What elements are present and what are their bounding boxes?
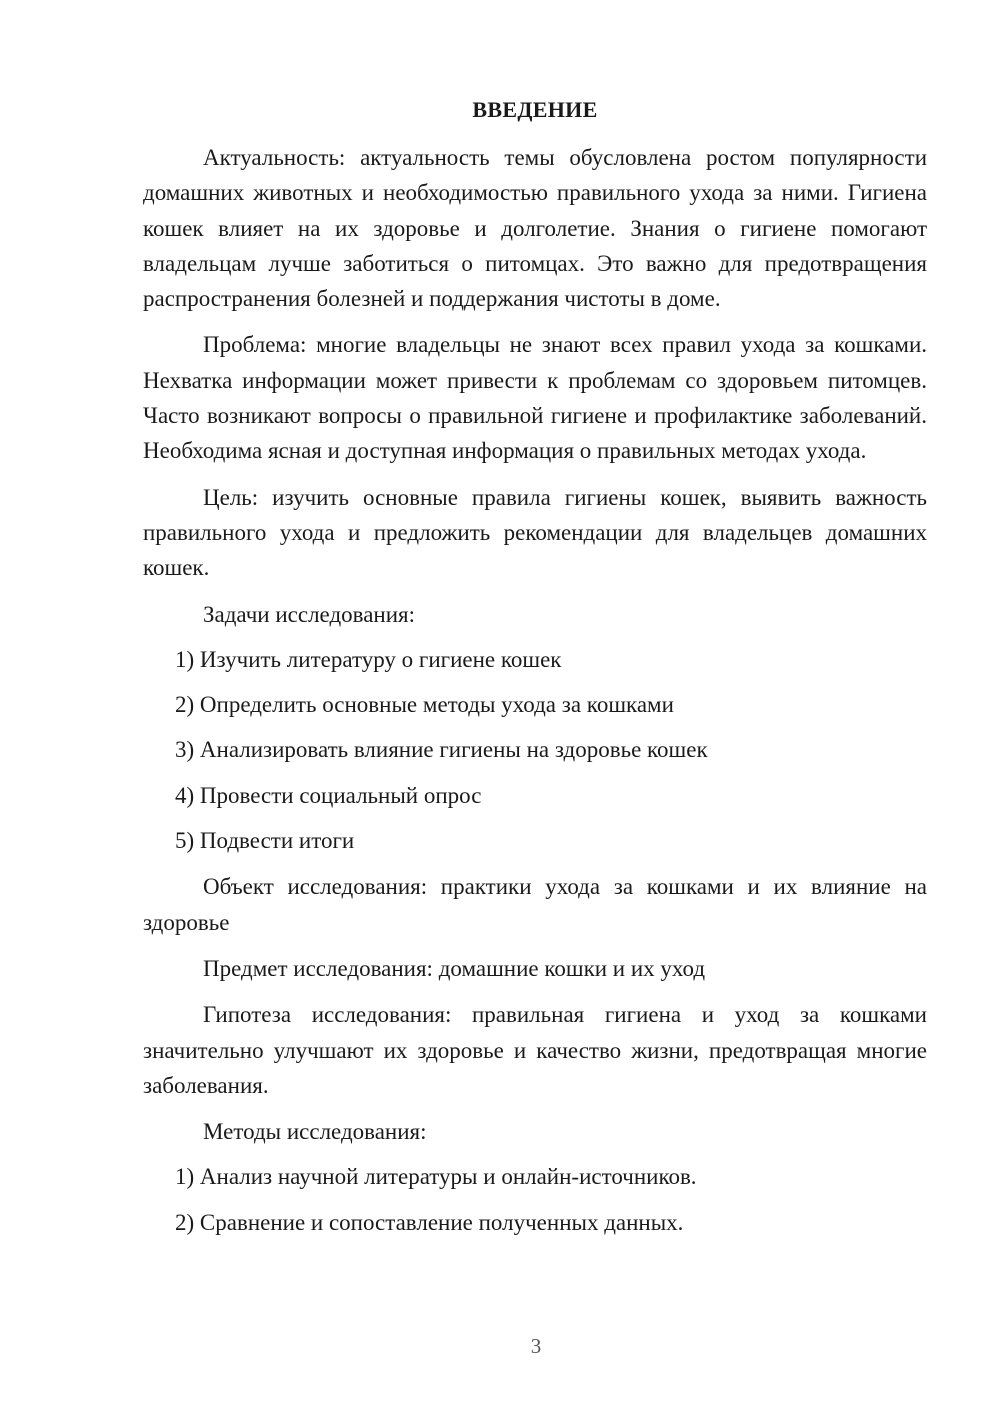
object-paragraph: Объект исследования: практики ухода за кошками и их влияние на здоровье <box>143 874 927 935</box>
task-item-5: 5) Подвести итоги <box>175 828 355 854</box>
goal-paragraph: Цель: изучить основные правила гигиены кошек, выявить важность правильного ухода и предложить рекомендации для владельцев домашних кошек. <box>143 484 927 581</box>
task-item-3: 3) Анализировать влияние гигиены на здоровье кошек <box>175 737 708 763</box>
relevance-paragraph: Актуальность: актуальность темы обусловлена ростом популярности домашних животных и необходимостью правильного ухода за ними. Гигиена кошек влияет на их здоровье и долголетие. Знания о гигиене помогают владельцам лучше заботиться о питомцах. Это важно для предотвращения распространения болезней и поддержания чистоты в доме. <box>143 145 927 312</box>
section-title: ВВЕДЕНИЕ <box>472 97 598 122</box>
tasks-heading: Задачи исследования: <box>203 601 416 627</box>
task-item-2: 2) Определить основные методы ухода за кошками <box>175 692 674 718</box>
page-number: 3 <box>530 1334 542 1358</box>
method-item-2: 2) Сравнение и сопоставление полученных данных. <box>175 1209 684 1235</box>
methods-list <box>143 1159 927 1240</box>
hypothesis-paragraph: Гипотеза исследования: правильная гигиена и уход за кошками значительно улучшают их здоровье и качество жизни, предотвращая многие заболевания. <box>143 1002 927 1098</box>
page-content <box>143 94 927 1240</box>
method-item-1: 1) Анализ научной литературы и онлайн-источников. <box>175 1164 697 1190</box>
tasks-list <box>143 642 927 858</box>
task-item-4: 4) Провести социальный опрос <box>175 782 482 808</box>
subject-paragraph: Предмет исследования: домашние кошки и их уход <box>203 955 706 981</box>
problem-paragraph: Проблема: многие владельцы не знают всех правил ухода за кошками. Нехватка информации может привести к проблемам со здоровьем питомцев. Часто возникают вопросы о правильной гигиене и профилактике заболеваний. Необходима ясная и доступная информация о правильных методах ухода. <box>143 332 927 464</box>
methods-heading: Методы исследования: <box>203 1119 427 1145</box>
task-item-1: 1) Изучить литературу о гигиене кошек <box>175 646 562 672</box>
